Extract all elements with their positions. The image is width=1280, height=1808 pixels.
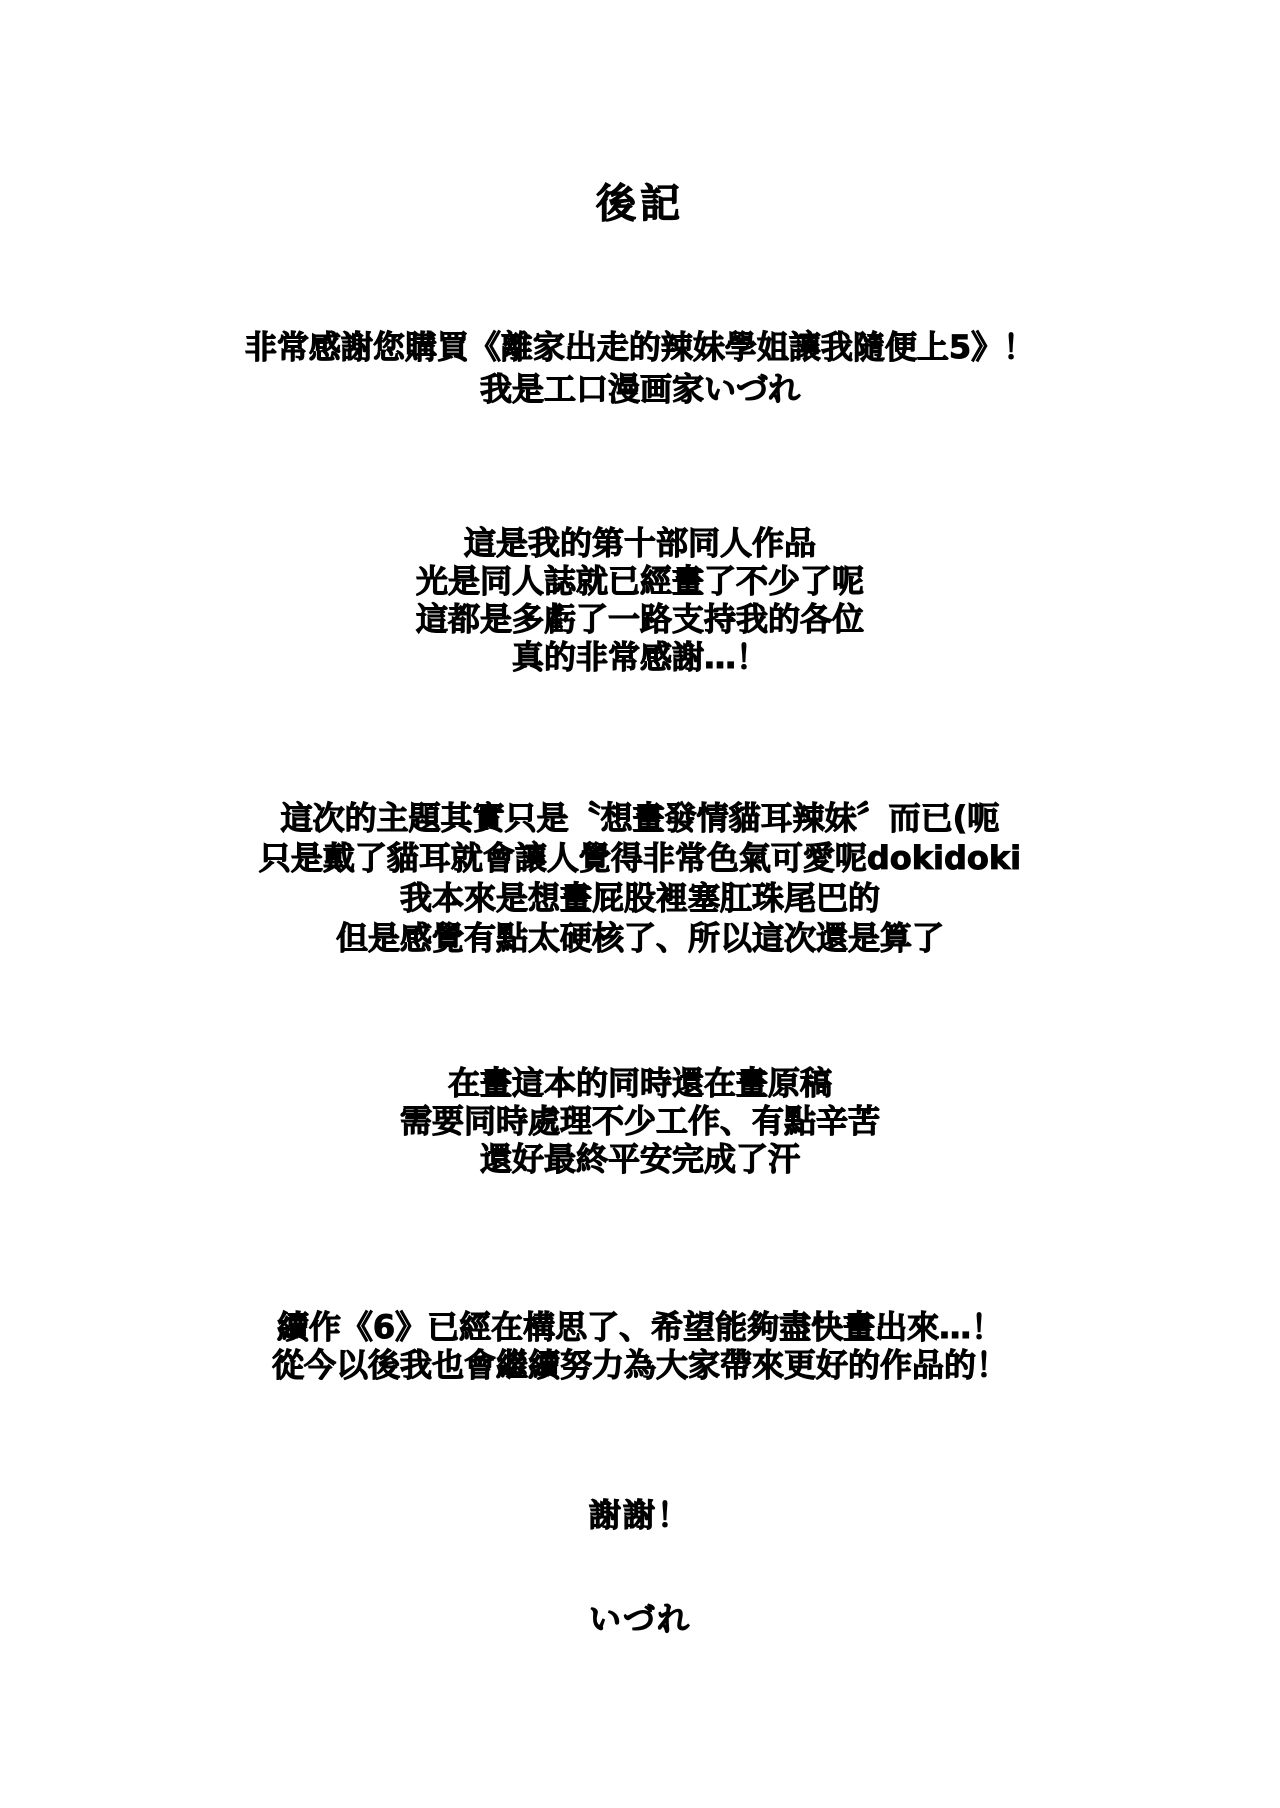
text-line: 在畫這本的同時還在畫原稿	[447, 1064, 832, 1102]
paragraph-sequel	[0, 1308, 1280, 1384]
text-line: 這都是多虧了一路支持我的各位	[415, 600, 864, 638]
text-line: 還好最終平安完成了汗	[479, 1140, 800, 1178]
text-line: 只是戴了貓耳就會讓人覺得非常色氣可愛呢dokidoki	[258, 839, 1022, 877]
text-line: 從今以後我也會繼續努力為大家帶來更好的作品的！	[271, 1346, 1008, 1384]
author-signature: いづれ	[588, 1600, 691, 1638]
closing-thanks: 謝謝！	[588, 1496, 691, 1534]
paragraph-theme	[0, 798, 1280, 958]
text-line: 續作《6》已經在構思了、希望能夠盡快畫出來…！	[276, 1308, 1004, 1346]
text-line: 我本來是想畫屁股裡塞肛珠尾巴的	[399, 879, 880, 917]
text-line: 光是同人誌就已經畫了不少了呢	[415, 562, 864, 600]
text-line: 需要同時處理不少工作、有點辛苦	[399, 1102, 880, 1140]
text-line: 這是我的第十部同人作品	[463, 524, 816, 562]
text-line: 真的非常感謝…！	[511, 638, 768, 676]
page-title: 後記	[596, 181, 684, 227]
text-line: 但是感覺有點太硬核了、所以這次還是算了	[335, 919, 944, 957]
text-line: 這次的主題其實只是〝想畫發情貓耳辣妹〞而已(呃	[280, 799, 1000, 837]
paragraph-workload	[0, 1064, 1280, 1178]
text-line: 我是工口漫画家いづれ	[479, 370, 800, 408]
paragraph-tenth-work	[0, 524, 1280, 676]
text-line: 非常感謝您購買《離家出走的辣妹學姐讓我隨便上5》！	[244, 328, 1036, 366]
paragraph-thanks-purchase	[0, 326, 1280, 410]
